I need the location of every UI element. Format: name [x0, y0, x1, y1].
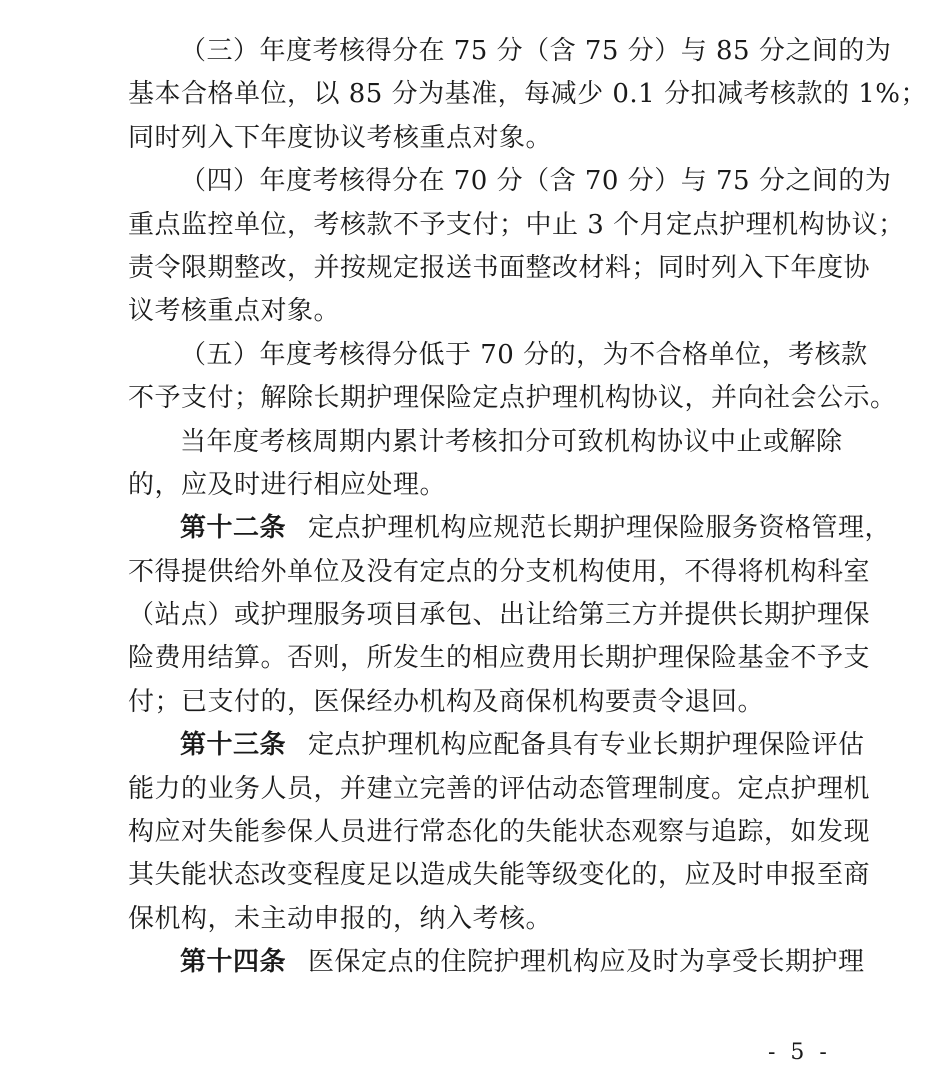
article-heading: 第十三条: [180, 730, 287, 761]
text-line: 保机构，未主动申报的，纳入考核。: [128, 903, 553, 934]
text-line: 议考核重点对象。: [128, 296, 341, 327]
text-line: （三）年度考核得分在 75 分（含 75 分）与 85 分之间的为: [180, 36, 892, 66]
text-line: 当年度考核周期内累计考核扣分可致机构协议中止或解除: [180, 426, 843, 457]
text-line: 其失能状态改变程度足以造成失能等级变化的，应及时申报至商: [128, 860, 871, 891]
text-line: 基本合格单位，以 85 分为基准，每减少 0.1 分扣减考核款的 1%；: [128, 79, 928, 110]
paragraph: [128, 334, 897, 421]
article-text: 定点护理机构应配备具有专业长期护理保险评估: [308, 730, 865, 761]
text-line: 不得提供给外单位及没有定点的分支机构使用，不得将机构科室: [128, 556, 871, 587]
text-line: 不予支付；解除长期护理保险定点护理机构协议，并向社会公示。: [128, 383, 897, 414]
text-line: 险费用结算。否则，所发生的相应费用长期护理保险基金不予支: [128, 643, 871, 674]
article-text: 定点护理机构应规范长期护理保险服务资格管理，: [308, 513, 892, 544]
article-heading: 第十二条: [180, 513, 287, 544]
page-number: - 5 -: [768, 1040, 831, 1065]
paragraph: [128, 421, 843, 508]
text-line: （站点）或护理服务项目承包、出让给第三方并提供长期护理保: [128, 600, 871, 631]
paragraph: [128, 30, 928, 160]
text-line: 重点监控单位，考核款不予支付；中止 3 个月定点护理机构协议；: [128, 209, 905, 240]
text-line: [128, 724, 865, 767]
paragraph: [128, 160, 905, 334]
text-line: [128, 941, 865, 984]
document-body: [128, 30, 928, 985]
text-line: 同时列入下年度协议考核重点对象。: [128, 122, 553, 153]
article-14: [128, 941, 865, 984]
text-line: 的，应及时进行相应处理。: [128, 469, 447, 500]
article-13: [128, 724, 871, 941]
text-line: [128, 507, 892, 550]
text-line: 能力的业务人员，并建立完善的评估动态管理制度。定点护理机: [128, 773, 871, 804]
text-line: （五）年度考核得分低于 70 分的，为不合格单位，考核款: [180, 339, 868, 370]
article-text: 医保定点的住院护理机构应及时为享受长期护理: [308, 947, 865, 978]
text-line: 付；已支付的，医保经办机构及商保机构要责令退回。: [128, 686, 765, 717]
article-12: [128, 507, 892, 724]
text-line: （四）年度考核得分在 70 分（含 70 分）与 75 分之间的为: [180, 166, 892, 197]
text-line: 责令限期整改，并按规定报送书面整改材料；同时列入下年度协: [128, 252, 871, 283]
article-heading: 第十四条: [180, 947, 287, 978]
text-line: 构应对失能参保人员进行常态化的失能状态观察与追踪，如发现: [128, 817, 871, 848]
